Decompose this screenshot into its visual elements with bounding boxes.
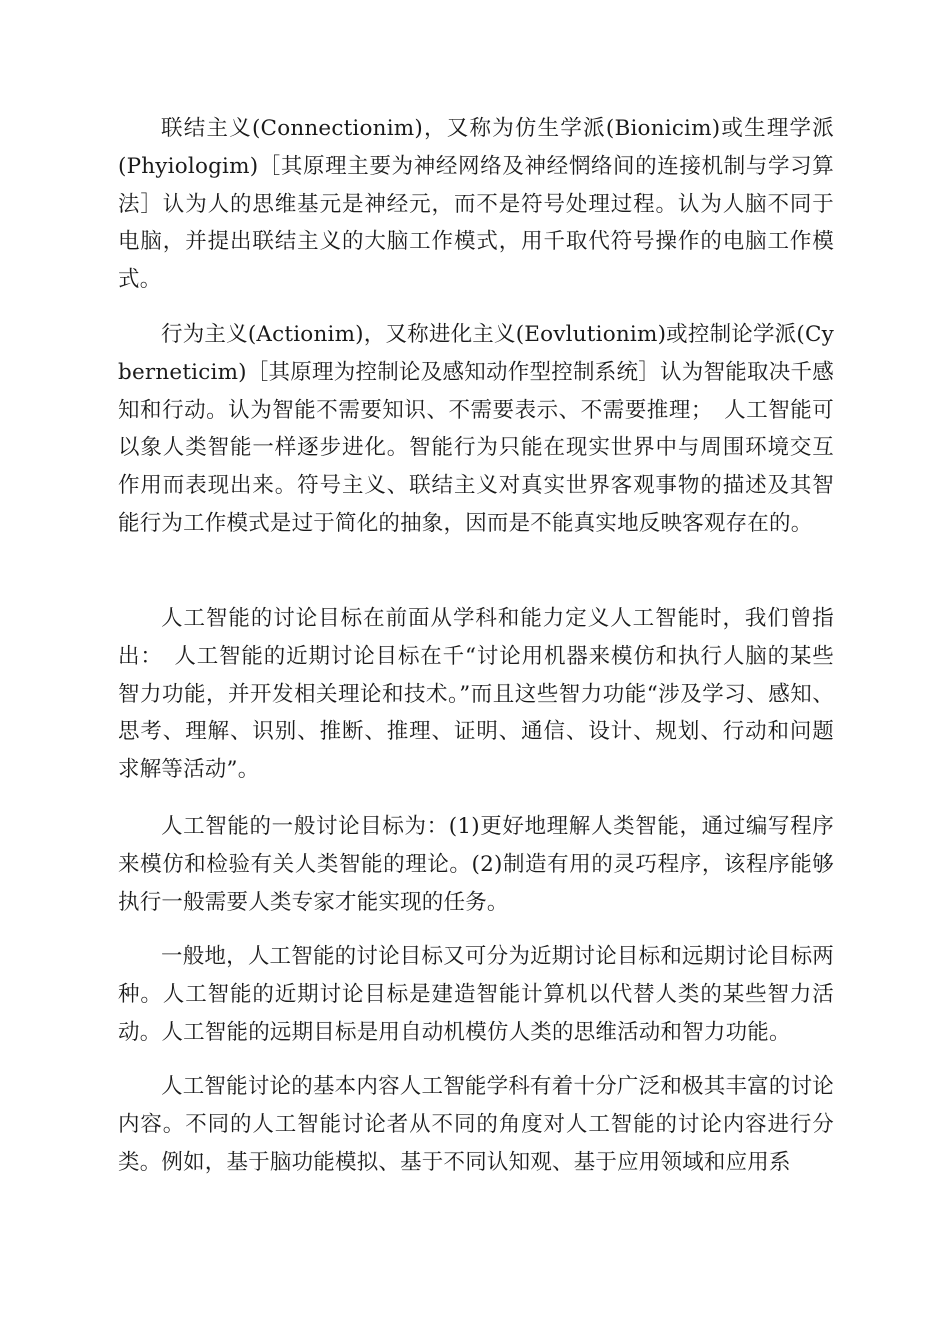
paragraph-behaviorism: 行为主义(Actionim)，又称进化主义(Eovlutionim)或控制论学派(Cyberneticim)［其原理为控制论及感知动作型控制系统］认为智能取决千感知和行动。认为智能不需要知识、不需要表示、不需要推理； 人工智能可以象人类智能一样逐步进化。智能行为只能在现实世界中与周围环境交互作用而表现出来。符号主义、联结主义对真实世界客观事物的描述及其智能行为工作模式是过于简化的抽象，因而是不能真实地反映客观存在的。	[118, 322, 834, 536]
paragraph-connectionism: 联结主义(Connectionim)，又称为仿生学派(Bionicim)或生理学派(Phyiologim)［其原理主要为神经网络及神经惘络间的连接机制与学习算法］认为人的思维基元是神经元，而不是符号处理过程。认为人脑不同于电脑，并提出联结主义的大脑工作模式，用千取代符号操作的电脑工作模式。	[118, 116, 834, 293]
paragraph-general-goals: 人工智能的一般讨论目标为：(1)更好地理解人类智能，通过编写程序来模仿和检验有关人类智能的理论。(2)制造有用的灵巧程序，该程序能够执行一般需要人类专家才能实现的任务。	[118, 814, 834, 915]
paragraph-basic-content: 人工智能讨论的基本内容人工智能学科有着十分广泛和极其丰富的讨论内容。不同的人工智能讨论者从不同的角度对人工智能的讨论内容进行分类。例如，基于脑功能模拟、基于不同认知观、基于应用领域和应用系	[118, 1074, 834, 1175]
paragraph-research-goals: 人工智能的讨论目标在前面从学科和能力定义人工智能时，我们曾指出： 人工智能的近期讨论目标在千“讨论用机器来模仿和执行人脑的某些智力功能，并开发相关理论和技术。”而且这些智力功能“涉及学习、感知、思考、理解、识别、推断、推理、证明、通信、设计、规划、行动和问题求解等活动”。	[118, 606, 834, 783]
paragraph-near-far-goals: 一般地，人工智能的讨论目标又可分为近期讨论目标和远期讨论目标两种。人工智能的近期讨论目标是建造智能计算机以代替人类的某些智力活动。人工智能的远期目标是用自动机模仿人类的思维活动和智力功能。	[118, 944, 834, 1045]
